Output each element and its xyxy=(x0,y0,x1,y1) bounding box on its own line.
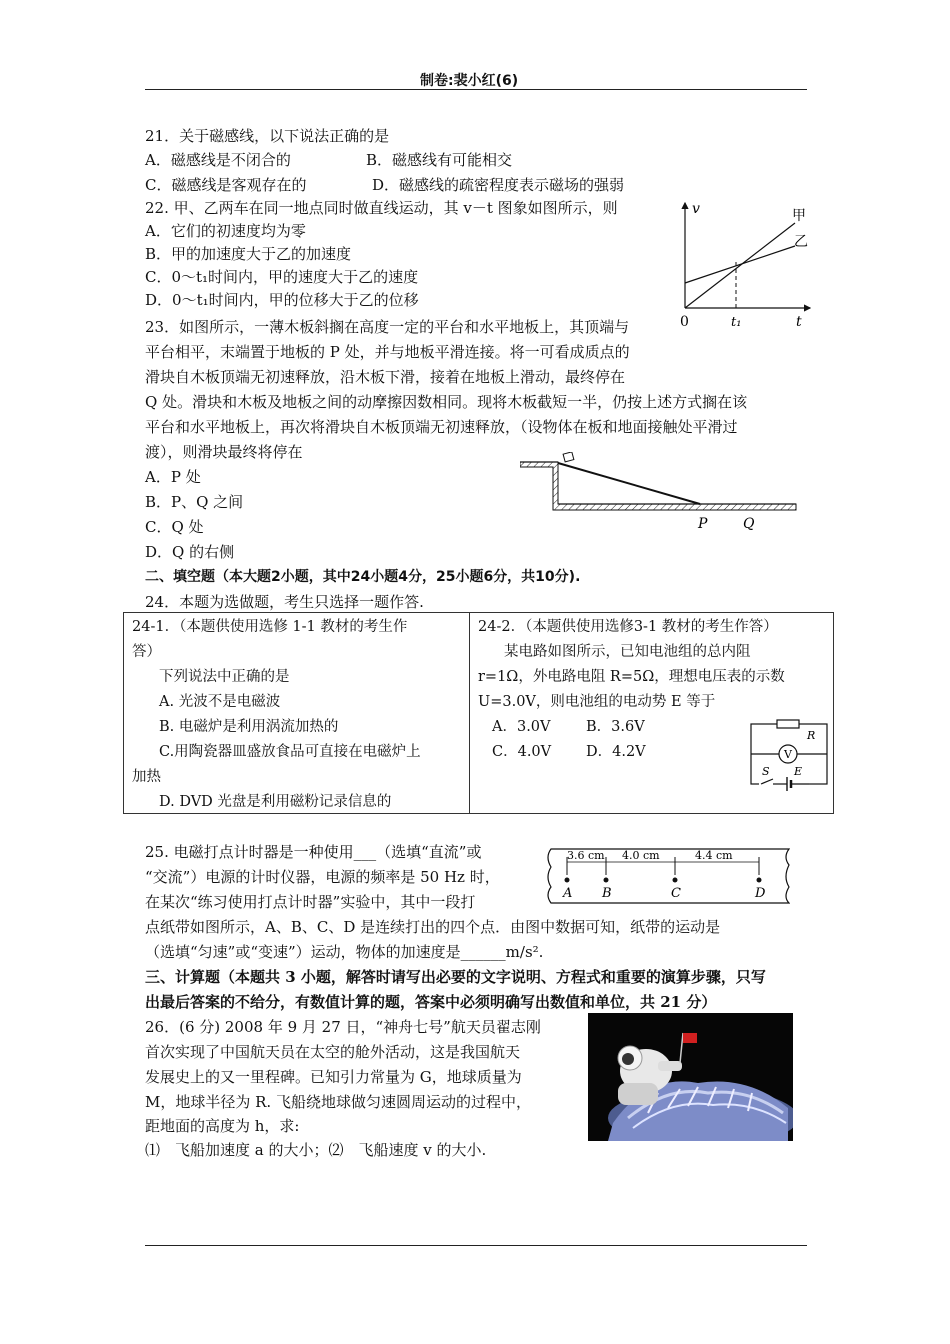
q22-option-d: D．0～t₁时间内，甲的位移大于乙的位移 xyxy=(145,291,419,309)
q26-line-4: M，地球半径为 R. 飞船绕地球做匀速圆周运动的过程中， xyxy=(145,1093,531,1111)
tape-c-label: C xyxy=(671,886,681,901)
section3-line-2: 出最后答案的不给分，有数值计算的题，答案中必须明确写出数值和单位，共 21 分） xyxy=(145,993,717,1011)
q26-line-2: 首次实现了中国航天员在太空的舱外活动，这是我国航天 xyxy=(145,1043,521,1061)
q26-line-3: 发展史上的又一里程碑。已知引力常量为 G，地球质量为 xyxy=(145,1068,522,1086)
q24-stem: 24．本题为选做题，考生只选择一题作答. xyxy=(145,593,424,611)
q23-line-6: 渡），则滑块最终将停在 xyxy=(145,443,303,461)
q24-2-line-3: r=1Ω，外电路电阻 R=5Ω，理想电压表的示数 xyxy=(478,669,785,685)
q24-1-line-3: 下列说法中正确的是 xyxy=(159,669,290,685)
q24-1-option-b: B. 电磁炉是利用涡流加热的 xyxy=(159,719,339,735)
section3-line-1: 三、计算题（本题共 3 小题，解答时请写出必要的文字说明、方程式和重要的演算步骤，只写 xyxy=(145,968,766,986)
q24-1-line-1: 24-1．（本题供使用选修 1-1 教材的考生作 xyxy=(132,619,408,635)
section2-title: 二、填空题（本大题2小题，其中24小题4分，25小题6分，共10分). xyxy=(145,569,581,585)
q23-option-d: D．Q 的右侧 xyxy=(145,543,235,561)
paper-tape xyxy=(543,847,790,905)
incline-figure xyxy=(520,452,800,534)
q23-line-4: Q 处。滑块和木板及地板之间的动摩擦因数相同。现将木板截短一半，仍按上述方式搁在该 xyxy=(145,393,748,411)
q25-line-5: （选填“匀速”或“变速”）运动，物体的加速度是______m/s². xyxy=(145,943,544,961)
q21-option-a: A．磁感线是不闭合的 xyxy=(145,151,291,169)
q24-1-option-d: D. DVD 光盘是利用磁粉记录信息的 xyxy=(159,794,392,810)
q24-1-line-2: 答） xyxy=(132,644,161,660)
resistor xyxy=(777,720,799,728)
q22-option-c: C．0～t₁时间内，甲的速度大于乙的速度 xyxy=(145,268,419,286)
yi-label: 乙 xyxy=(794,234,808,250)
q21-option-b: B．磁感线有可能相交 xyxy=(366,151,513,169)
jia-label: 甲 xyxy=(792,208,806,224)
q21-stem: 21．关于磁感线，以下说法正确的是 xyxy=(145,127,390,145)
resistor-label: R xyxy=(807,729,816,742)
q24-1-option-c1: C.用陶瓷器皿盛放食品可直接在电磁炉上 xyxy=(159,744,421,760)
q25-line-2: “交流”）电源的计时仪器，电源的频率是 50 Hz 时， xyxy=(145,868,500,886)
q24-2-option-d: D．4.2V xyxy=(586,744,646,760)
q24-1-option-a: A. 光波不是电磁波 xyxy=(159,694,281,710)
q21-option-c: C．磁感线是客观存在的 xyxy=(145,176,307,194)
q23-option-c: C．Q 处 xyxy=(145,518,204,536)
q23-option-b: B．P、Q 之间 xyxy=(145,493,244,511)
header-rule xyxy=(145,89,807,90)
q24-2-line-4: U=3.0V，则电池组的电动势 E 等于 xyxy=(478,694,716,710)
q24-2-option-a: A．3.0V xyxy=(492,719,551,735)
q25-line-1: 25. 电磁打点计时器是一种使用___（选填“直流”或 xyxy=(145,843,482,861)
tape-b-label: B xyxy=(602,886,612,901)
tape-ab-label: 3.6 cm xyxy=(567,849,605,862)
emf-label: E xyxy=(794,765,803,778)
tape-cd-label: 4.4 cm xyxy=(695,849,733,862)
switch-label: S xyxy=(762,765,770,778)
table-divider xyxy=(469,613,470,813)
q21-option-d: D．磁感线的疏密程度表示磁场的强弱 xyxy=(372,176,625,194)
circuit-diagram xyxy=(749,719,831,791)
q22-option-b: B．甲的加速度大于乙的加速度 xyxy=(145,245,352,263)
q24-table xyxy=(123,612,834,814)
tape-bc-label: 4.0 cm xyxy=(622,849,660,862)
line-jia xyxy=(685,223,795,308)
q24-2-option-c: C．4.0V xyxy=(492,744,552,760)
p-label: P xyxy=(698,516,708,532)
q23-line-1: 23．如图所示，一薄木板斜搁在高度一定的平台和水平地板上，其顶端与 xyxy=(145,318,630,336)
q23-option-a: A．P 处 xyxy=(145,468,201,486)
t-label: t xyxy=(796,314,802,330)
q22-stem: 22. 甲、乙两车在同一地点同时做直线运动，其 v－t 图象如图所示，则 xyxy=(145,199,618,217)
q24-1-option-c2: 加热 xyxy=(132,769,161,785)
page-header: 制卷:裴小红(6) xyxy=(420,73,519,89)
slider-block xyxy=(563,452,574,462)
origin-label: 0 xyxy=(680,314,689,330)
q26-line-6: ⑴ 飞船加速度 a 的大小；⑵ 飞船速度 v 的大小. xyxy=(145,1141,487,1159)
q26-line-5: 距地面的高度为 h，求: xyxy=(145,1117,300,1135)
q24-2-line-1: 24-2．（本题供使用选修3-1 教材的考生作答） xyxy=(478,619,778,635)
q23-line-2: 平台相平，末端置于地板的 P 处，并与地板平滑连接。将一可看成质点的 xyxy=(145,343,630,361)
q23-line-5: 平台和水平地板上，再次将滑块自木板顶端无初速释放，（设物体在板和地面接触处平滑过 xyxy=(145,418,738,436)
q25-line-3: 在某次“练习使用打点计时器”实验中，其中一段打 xyxy=(145,893,476,911)
q26-line-1: 26．(6 分) 2008 年 9 月 27 日，“神舟七号”航天员翟志刚 xyxy=(145,1018,541,1036)
wood-board xyxy=(558,463,700,504)
spacewalk-photo xyxy=(588,1013,793,1141)
q-label: Q xyxy=(743,516,755,532)
tape-point-c xyxy=(673,878,678,883)
tape-point-b xyxy=(604,878,609,883)
tape-point-a xyxy=(565,878,570,883)
q25-line-4: 点纸带如图所示，A、B、C、D 是连续打出的四个点．由图中数据可知，纸带的运动是 xyxy=(145,918,721,936)
footer-rule xyxy=(145,1245,807,1246)
voltmeter-label: V xyxy=(784,748,792,761)
t1-label: t₁ xyxy=(731,315,742,330)
line-yi xyxy=(685,246,795,283)
tape-a-label: A xyxy=(563,886,573,901)
q22-option-a: A．它们的初速度均为零 xyxy=(145,222,306,240)
vt-graph xyxy=(670,198,820,333)
q23-line-3: 滑块自木板顶端无初速释放，沿木板下滑，接着在地板上滑动，最终停在 xyxy=(145,368,626,386)
v-label: v xyxy=(692,201,700,217)
platform-ground xyxy=(520,462,796,510)
q24-2-option-b: B．3.6V xyxy=(586,719,645,735)
q24-2-line-2: 某电路如图所示，已知电池组的总内阻 xyxy=(504,644,751,660)
tape-point-d xyxy=(757,878,762,883)
tape-d-label: D xyxy=(755,886,766,901)
